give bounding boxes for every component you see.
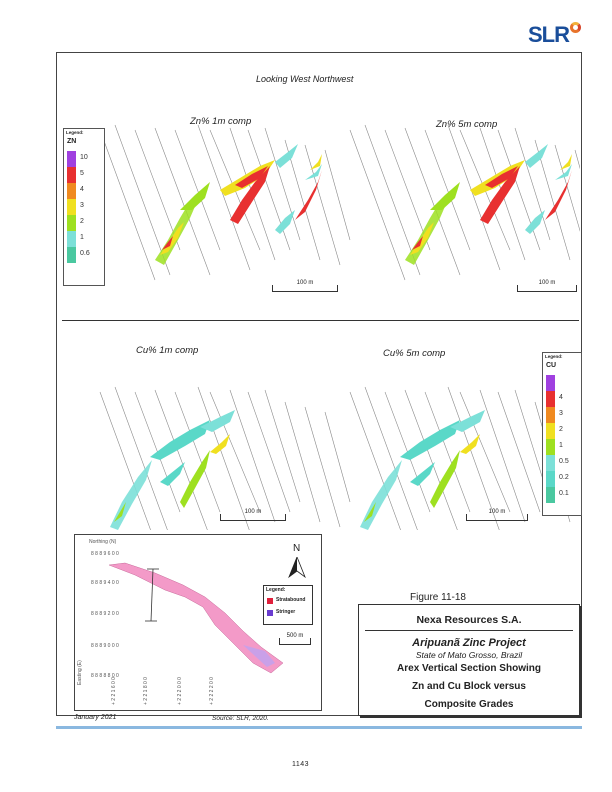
zn-legend-label-0: 10 (80, 154, 88, 161)
zn-legend (63, 128, 105, 286)
map-scale-label: 500 m (286, 633, 304, 639)
project-name: Aripuanã Zinc Project (412, 637, 526, 649)
map-legend-swatch-stringer (267, 610, 273, 616)
cu-legend-label-3: 2 (559, 426, 563, 433)
figure-number: Figure 11-18 (410, 592, 466, 603)
description-line-3: Composite Grades (424, 699, 514, 710)
title-block (358, 604, 580, 716)
map-northing-3: 8 8 8 9 0 0 0 (91, 643, 119, 649)
zn-legend-swatch-3 (67, 199, 76, 215)
map-easting-header: Easting (E) (77, 660, 83, 685)
zn-legend-label-1: 5 (80, 170, 84, 177)
title-rule-top (365, 630, 573, 631)
description-line-2: Zn and Cu Block versus (412, 681, 526, 692)
scale-bar-cu-5m (466, 509, 528, 523)
map-legend-swatch-stratabound (267, 598, 273, 604)
figure-description (359, 660, 579, 714)
north-arrow-icon (287, 557, 307, 579)
map-northing-1: 8 8 8 9 4 0 0 (91, 580, 119, 586)
section-drawings (60, 100, 580, 530)
cu-legend-swatch-0 (546, 375, 555, 391)
scale-label: 100 m (538, 280, 556, 286)
panel-title-cu-1m: Cu% 1m comp (136, 345, 199, 356)
section-divider (62, 320, 579, 321)
cu-legend-label-7: 0.1 (559, 490, 569, 497)
project-location: State of Mato Grosso, Brazil (415, 650, 523, 660)
zn-legend-label-2: 4 (80, 186, 84, 193)
cu-legend-label-6: 0.2 (559, 474, 569, 481)
zn-legend-swatch-6 (67, 247, 76, 263)
scale-bar-zn-5m (517, 280, 577, 294)
scale-bar-zn-1m (272, 280, 338, 294)
zn-legend-swatch-5 (67, 231, 76, 247)
cu-legend-label-2: 3 (559, 410, 563, 417)
cu-legend-heading: CU (546, 362, 557, 369)
map-easting-2: + 2 2 2 0 0 0 (177, 677, 183, 705)
map-legend-label-stringer: Stringer (276, 609, 296, 615)
map-northing-4: 8 8 8 8 8 0 0 (91, 673, 119, 679)
cu-legend-swatch-4 (546, 439, 555, 455)
zn-legend-label-5: 1 (80, 234, 84, 241)
map-legend-label-stratabound: Stratabound (276, 597, 306, 603)
cu-legend-label-4: 1 (559, 442, 563, 449)
zn-legend-swatch-1 (67, 167, 76, 183)
zn-legend-title: Legend: (66, 130, 84, 135)
zn-legend-swatch-2 (67, 183, 76, 199)
view-direction-label: Looking West Northwest (256, 74, 354, 84)
zn-legend-label-4: 2 (80, 218, 84, 225)
cu-legend-swatch-5 (546, 455, 555, 471)
cu-legend-swatch-3 (546, 423, 555, 439)
page-number: 1143 (292, 761, 310, 768)
cu-legend-label-1: 4 (559, 394, 563, 401)
map-easting-3: + 2 2 2 2 0 0 (209, 677, 215, 705)
zn-legend-swatch-0 (67, 151, 76, 167)
description-line-1: Arex Vertical Section Showing (397, 663, 541, 674)
cu-legend-swatch-1 (546, 391, 555, 407)
cu-legend (542, 352, 582, 516)
map-northing-header: Northing (N) (89, 539, 117, 545)
figure-date: January 2021 (74, 714, 117, 721)
company-name: Nexa Resources S.A. (416, 614, 522, 626)
scale-bar-cu-1m (220, 509, 286, 523)
scale-label: 100 m (296, 280, 314, 286)
scale-label: 100 m (488, 509, 506, 515)
scale-label: 100 m (244, 509, 262, 515)
cu-legend-swatch-7 (546, 487, 555, 503)
north-arrow-label: N (293, 543, 301, 554)
cu-legend-title: Legend: (545, 354, 563, 359)
map-northing-2: 8 8 8 9 2 0 0 (91, 611, 119, 617)
figure-source: Source: SLR, 2020. (212, 715, 269, 722)
zn-legend-swatch-4 (67, 215, 76, 231)
map-easting-0: + 2 2 1 6 0 0 (111, 677, 117, 705)
cu-legend-swatch-2 (546, 407, 555, 423)
zn-legend-heading: ZN (67, 138, 77, 145)
map-northing-0: 8 8 8 9 6 0 0 (91, 551, 119, 557)
panel-title-zn-5m: Zn% 5m comp (436, 119, 498, 130)
panel-title-zn-1m: Zn% 1m comp (190, 116, 252, 127)
zn-legend-label-6: 0.6 (80, 250, 90, 257)
zn-legend-label-3: 3 (80, 202, 84, 209)
map-scale-bar (279, 633, 311, 647)
cu-legend-label-5: 0.5 (559, 458, 569, 465)
logo-ring-icon (570, 22, 581, 33)
slr-logo: SLR (528, 22, 569, 47)
location-map (74, 534, 322, 711)
cu-legend-swatch-6 (546, 471, 555, 487)
map-easting-1: + 2 2 1 8 0 0 (143, 677, 149, 705)
map-legend-title: Legend: (266, 587, 286, 593)
panel-title-cu-5m: Cu% 5m comp (383, 348, 446, 359)
map-legend (263, 585, 313, 625)
footer-rule (56, 726, 582, 729)
